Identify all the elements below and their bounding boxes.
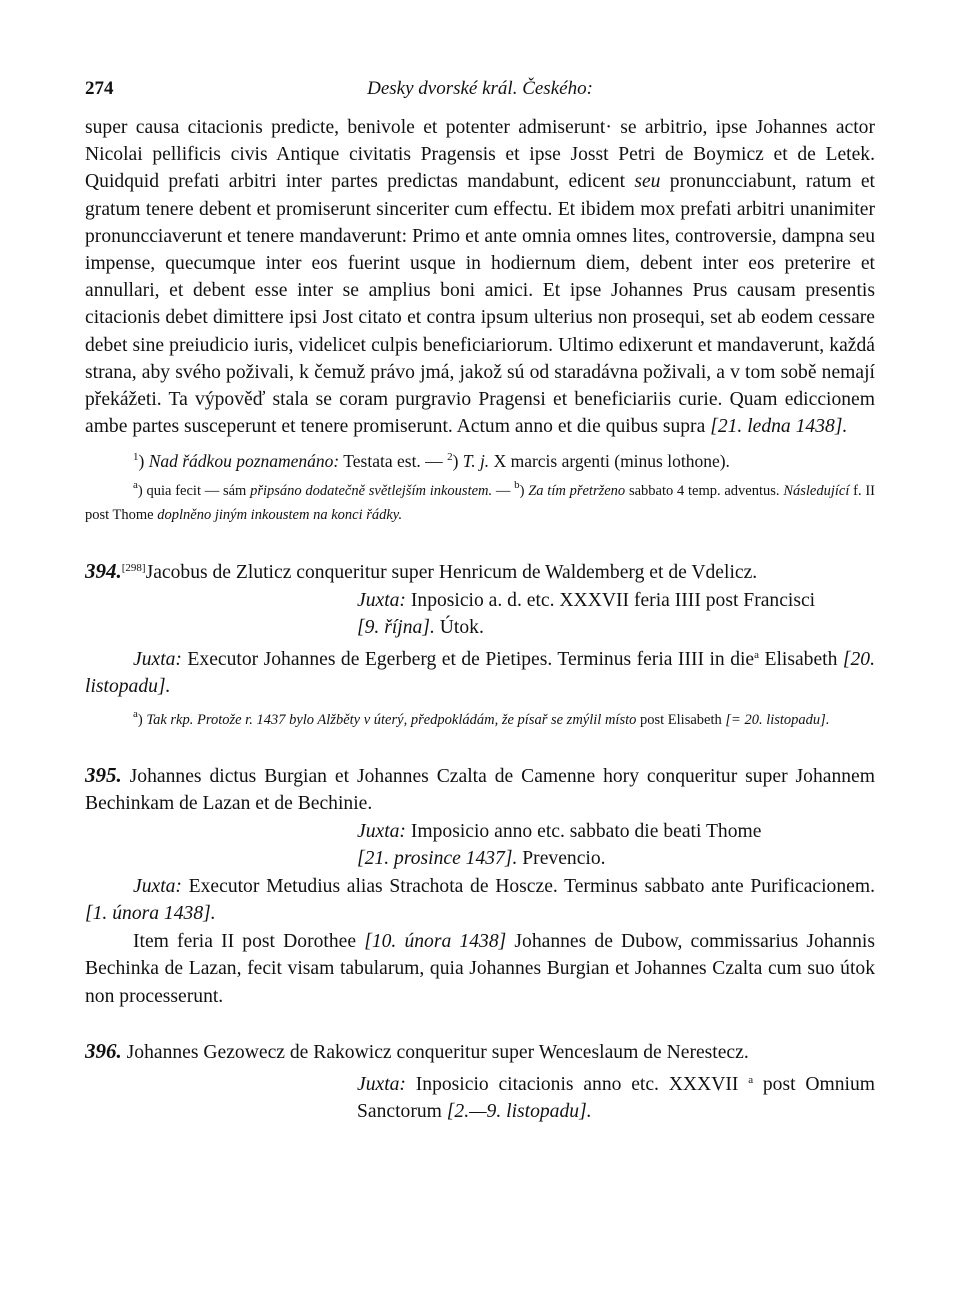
date-annotation: [21. ledna 1438]. — [710, 416, 848, 438]
juxta-label: Juxta: — [133, 648, 182, 670]
running-title: Desky dvorské král. Českého: — [367, 78, 593, 99]
juxta-label: Juxta: — [357, 820, 406, 842]
entry-396: 396. Johannes Gezowecz de Rakowicz conqueritur super Wenceslaum de Nerestecz. Juxta: Inposicio citacionis anno etc. XXXVII $^a$ post Omnium Sanctorum [2.—9. listopadu]. — [85, 1039, 875, 1123]
intro-paragraph: super causa citacionis predicte, benivole et potenter admiserunt· se arbitrio, ipse Johannes actor Nicolai pellificis civis Antique civitatis Pragensis et ipse Josst Petri de Boymicz et de Letek. Quidquid prefati arbitri inter partes predictas mandabunt, edicent seu pronuncciabunt, ratum et gratum tenere debent et promiserunt sinceriter cum effectu. Et ibidem mox prefati arbitri unanimiter pronuncciaverunt et tenere mandaverunt: Primo et ante omnia omnes lites, controversie, dampna seu impense, quecumque inter eos fuerint usque in hodiernum diem, debent inter eos preterire et annullari, et debent esse inter se amplius boni amici. Et ipse Johannes Prus causam presentis citacionis debet dimittere ipsi Jost citato et contra ipsum ulterius non prosequi, set ab eodem cessare debet sine preiudicio iuris, videlicet culpis beneficiariorum. Ultimo edixerunt et mandaverunt, každá strana, aby svého poživali, k čemuž právo jmá, jakož sú od staradávna poživali, a v tom sobě nemají překážeti. Ta výpověď stala se coram purgravio Pragensi et beneficiariis curie. Quam ediccionem ambe partes susceperunt et tenere promiserunt. Actum anno et die quibus supra [21. ledna 1438]. — [85, 117, 876, 438]
entry-number: 394. — [85, 559, 122, 584]
footnotes-numbered: $^1$) Nad řádkou poznamenáno: Testata est. — $^2$) T. j. X marcis argenti (minus lothone). — [133, 451, 730, 472]
juxta-label: Juxta: — [357, 589, 406, 611]
entry-395: 395. Johannes dictus Burgian et Johannes Czalta de Camenne hory conqueritur super Johannem Bechinkam de Lazan et de Bechinie. Juxta: Imposicio anno etc. sabbato die beati Thome [21. prosince 1437]. Prevencio. Juxta: Executor Metudius alias Strachota de Hoscze. Terminus sabbato ante Purificacionem. [1. února 1438]. Item feria II post Dorothee [10. února 1438] Johannes de Dubow, commissarius Johannis Bechinka de Lazan, fecit visam tabularum, quia Johannes Burgian et Johannes Czalta cum suo útok non processerunt. — [85, 762, 875, 1007]
page-number: 274 — [85, 78, 114, 99]
entry-394: 394.[298]Jacobus de Zluticz conqueritur super Henricum de Waldemberg et de Vdelicz. Juxta: Inposicio a. d. etc. XXXVII feria IIII post Francisci [9. října]. Útok. Juxta: Executor Johannes de Egerberg et de Pietipes. Terminus feria IIII in die$^a$ Elisabeth [20. listopadu]. $^a$) Tak rkp. Protože r. 1437 bylo Alžběty v úterý, předpokládám, že písař se zmýlil místo post Elisabeth [= 20. listopadu]. — [85, 559, 875, 728]
footnotes-lettered: $^a$) quia fecit — sám připsáno dodatečně světlejším inkoustem. — $^b$) Za tím přetrženo sabbato 4 temp. adventus. Následující f. II post Thome doplněno jiným inkoustem na konci řádky. — [85, 479, 875, 524]
entry-number: 396. — [85, 1039, 122, 1064]
entry-number: 395. — [85, 762, 122, 787]
juxta-label: Juxta: — [357, 1073, 406, 1095]
reference-number: [298] — [121, 562, 146, 575]
page-header — [85, 78, 875, 112]
page — [85, 78, 875, 1126]
juxta-label: Juxta: — [133, 875, 182, 897]
